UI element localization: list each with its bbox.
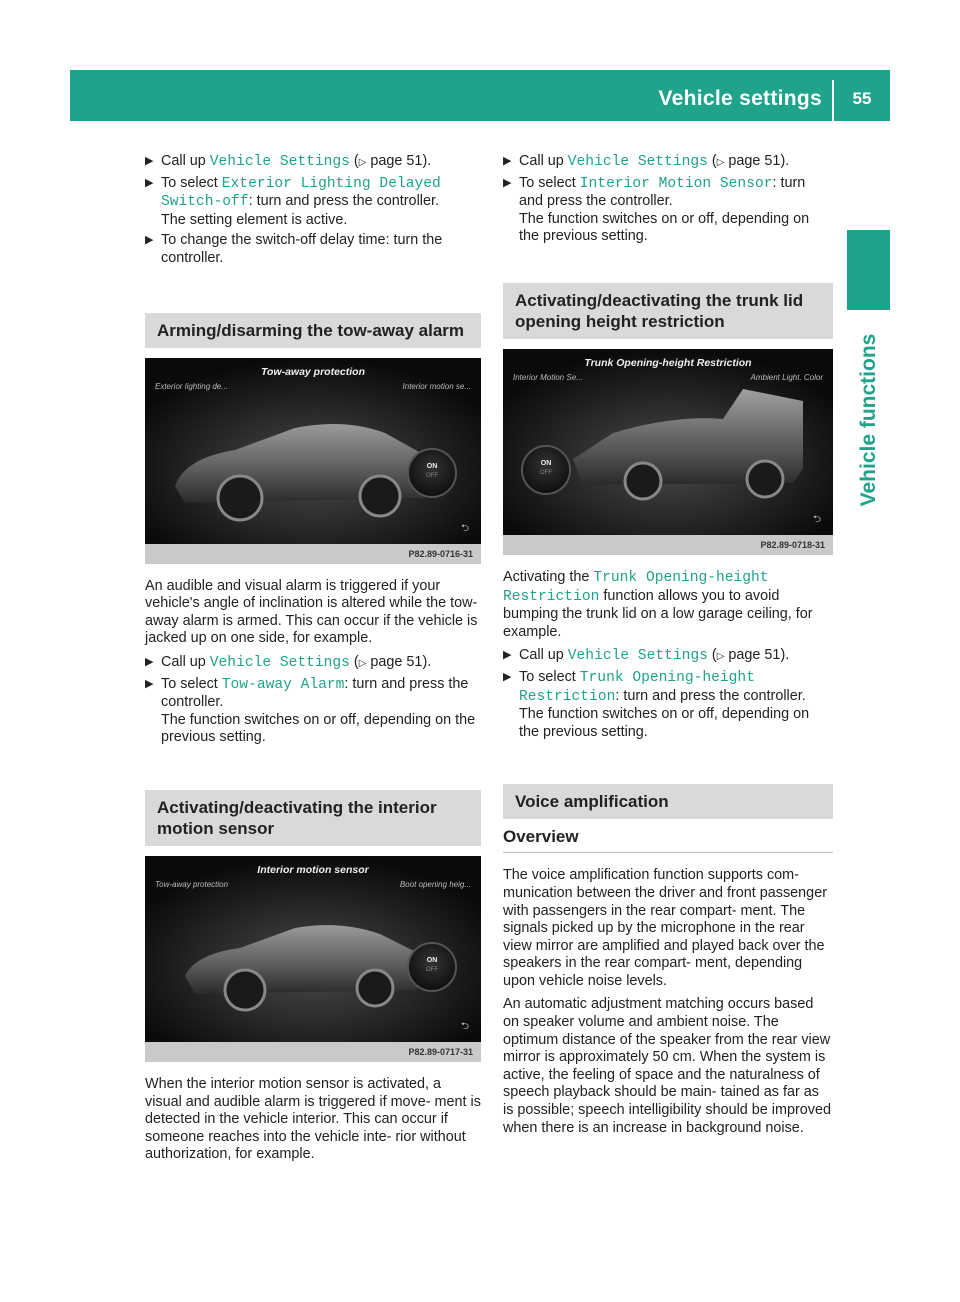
step-call-up: ▶ Call up Vehicle Settings (▷ page 51). [145, 653, 432, 671]
section-heading: Voice amplification [503, 784, 833, 819]
screen-title: Trunk Opening-height Restriction [584, 356, 752, 369]
menu-item-ref: Restriction [519, 688, 616, 705]
menu-item-ref: Tow-away Alarm [221, 676, 345, 693]
step-arrow-icon: ▶ [503, 649, 512, 662]
step-select: ▶ To select Interior Motion Sensor: turn and press the controller. The function switches on or off, depending on the previous setting. [503, 174, 810, 245]
screen-left-label: Tow-away protection [155, 879, 229, 889]
left-column [145, 153, 481, 1164]
figure-image [145, 856, 481, 1042]
figure-image [503, 349, 833, 535]
screen-title: Interior motion sensor [257, 863, 369, 876]
menu-item-ref: Vehicle Settings [567, 154, 708, 170]
screen-right-label: Interior motion se... [402, 381, 471, 391]
step-call-up: ▶ Call up Vehicle Settings (▷ page 51). [145, 153, 432, 170]
side-tab-marker [847, 230, 890, 310]
screen-left-label: Interior Motion Se... [513, 372, 583, 382]
paragraph: The voice amplification function supports com‐ munication between the driver and front passenger with passengers in the rear compart‐ ment. The signals picked up by the microphone in the rear view mirror are amplified and played back over the speakers in the rear compart‐ ment, depending upon vehicle noise levels. [503, 867, 827, 989]
step-arrow-icon: ▶ [145, 677, 154, 690]
menu-item-ref: Trunk Opening-height [593, 569, 769, 586]
menu-item-ref: Vehicle Settings [567, 648, 708, 665]
paragraph: An audible and visual alarm is triggered if your vehicle's angle of inclination is altered while the tow-away alarm is armed. This can occur if the vehicle is jacked up on one side, for example. [145, 577, 478, 647]
back-icon: ⮌ [812, 513, 821, 525]
back-icon: ⮌ [460, 522, 469, 534]
menu-item-ref: Interior Motion Sensor [579, 175, 773, 192]
screen-right-label: Boot opening heig... [399, 879, 471, 889]
subheading: Overview [503, 827, 833, 853]
step-arrow-icon: ▶ [503, 176, 512, 189]
page-ref-icon: ▷ [716, 651, 725, 663]
page-ref-icon: ▷ [358, 157, 367, 168]
step-call-up: ▶ Call up Vehicle Settings (▷ page 51). [503, 153, 790, 170]
side-tab-label: Vehicle functions [857, 333, 880, 507]
step-select: ▶ To select Trunk Opening-height Restriction: turn and press the controller. The function switches on or off, depending on the previous setting. [503, 668, 810, 740]
figure-code: P82.89-0717-31 [145, 1042, 481, 1062]
paragraph: An automatic adjustment matching occurs based on speaker volume and ambient noise. The optimum distance of the speaker from the rear view mirror is approximately 50 cm. When the system is active, the feeling of space and the naturalness of speech playback should be main‐ tained as far as is possible; speech intelligibility should be improved when there is an increase in background noise. [503, 996, 831, 1136]
step-arrow-icon: ▶ [145, 155, 154, 167]
on-off-knob: ON OFF [521, 445, 571, 495]
step-change-delay: ▶ To change the switch-off delay time: turn the controller. [145, 232, 443, 266]
figure-interior-motion [145, 856, 481, 1062]
section-heading: Activating/deactivating the interior motion sensor [145, 790, 481, 846]
on-off-knob: ON OFF [407, 448, 457, 498]
on-off-knob: ON OFF [407, 942, 457, 992]
figure-tow-away [145, 358, 481, 564]
step-select: ▶ To select Exterior Lighting Delayed Switch-off: turn and press the controller. The setting element is active. [145, 174, 441, 228]
section-heading: Activating/deactivating the trunk lid opening height restriction [503, 283, 833, 339]
header-title: Vehicle settings [658, 87, 822, 110]
paragraph: When the interior motion sensor is activated, a visual and audible alarm is triggered if move‐ ment is detected in the vehicle interior. This can occur if someone reaches into the vehicle inte‐ rior without authorization, for example. [145, 1075, 481, 1163]
menu-item-ref: Vehicle Settings [209, 654, 350, 671]
screen-title: Tow-away protection [260, 365, 366, 378]
step-arrow-icon: ▶ [145, 176, 154, 189]
step-call-up: ▶ Call up Vehicle Settings (▷ page 51). [503, 647, 790, 665]
step-arrow-icon: ▶ [145, 234, 154, 247]
back-icon: ⮌ [460, 1020, 469, 1032]
right-column [503, 153, 833, 1137]
step-select: ▶ To select Tow-away Alarm: turn and press the controller. The function switches on or off, depending on the previous setting. [145, 675, 476, 746]
page-ref-icon: ▷ [716, 157, 725, 168]
paragraph: Activating the Trunk Opening-height Restriction function allows you to avoid bumping the trunk lid on a low garage ceiling, for example. [503, 568, 813, 640]
screen-left-label: Exterior lighting de... [155, 381, 228, 391]
step-arrow-icon: ▶ [503, 670, 512, 683]
step-arrow-icon: ▶ [503, 155, 512, 167]
step-arrow-icon: ▶ [145, 655, 154, 668]
menu-item-ref: Vehicle Settings [209, 154, 350, 170]
page-ref-icon: ▷ [358, 657, 367, 669]
figure-image [145, 358, 481, 544]
figure-trunk-restriction [503, 349, 833, 555]
screen-right-label: Ambient Light. Color [750, 372, 823, 382]
figure-code: P82.89-0718-31 [503, 535, 833, 555]
menu-item-ref: Trunk Opening-height [579, 669, 755, 686]
menu-item-ref: Restriction [503, 588, 600, 605]
page-header [70, 70, 890, 121]
page-number: 55 [852, 89, 872, 108]
figure-code: P82.89-0716-31 [145, 544, 481, 564]
menu-item-ref: Switch-off [161, 194, 249, 211]
menu-item-ref: Exterior Lighting Delayed [221, 175, 441, 192]
section-heading: Arming/disarming the tow-away alarm [145, 313, 481, 348]
